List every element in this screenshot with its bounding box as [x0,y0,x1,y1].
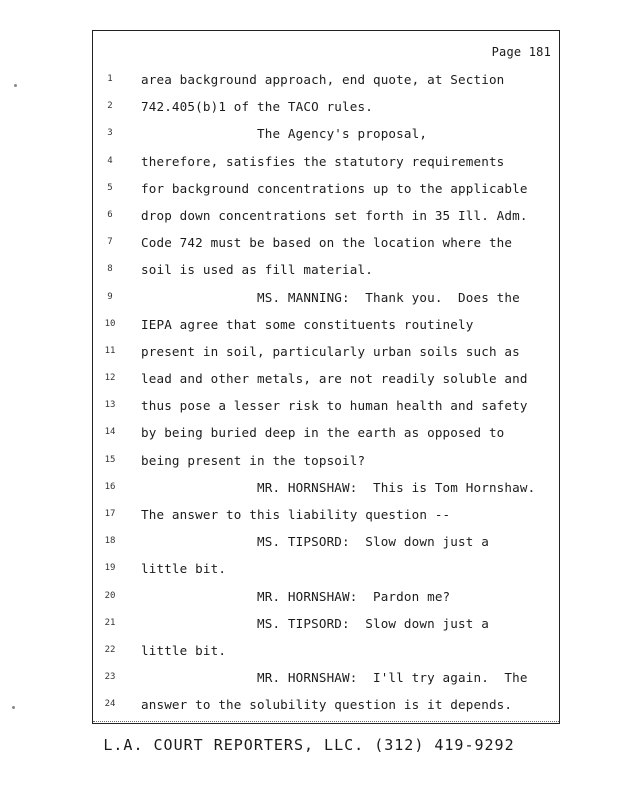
line-text: therefore, satisfies the statutory requirements [141,153,505,169]
line-text: drop down concentrations set forth in 35 Ill. Adm. [141,207,528,223]
line-text: MR. HORNSHAW: I'll try again. The [141,670,528,686]
line-number: 24 [104,699,116,710]
line-number: 15 [104,454,116,465]
transcript-page [92,30,560,724]
line-text: 742.405(b)1 of the TACO rules. [141,99,373,115]
transcript-line [93,93,559,120]
transcript-lines [93,66,559,719]
line-text: lead and other metals, are not readily soluble and [141,371,528,387]
line-number: 1 [107,74,113,84]
transcript-line [93,175,559,202]
transcript-line [93,311,559,338]
scan-speck [14,84,17,87]
transcript-line [93,474,559,501]
line-number: 7 [107,237,113,248]
line-text: MR. HORNSHAW: Pardon me? [141,588,451,604]
transcript-line [93,148,559,175]
transcript-line [93,583,559,610]
line-number: 8 [107,264,113,275]
line-number: 6 [107,209,113,220]
line-text: present in soil, particularly urban soils such as [141,343,520,359]
transcript-line [93,637,559,664]
transcript-line [93,610,559,637]
page-number: Page 181 [491,45,551,59]
line-text: little bit. [141,642,227,658]
line-number: 23 [104,672,116,683]
transcript-line [93,419,559,446]
line-number: 4 [107,155,113,166]
transcript-line [93,528,559,555]
line-number: 12 [104,373,116,384]
line-number: 18 [104,536,116,547]
line-number: 16 [104,481,116,492]
transcript-line [93,664,559,691]
transcript-line [93,284,559,311]
transcript-line [93,392,559,419]
line-text: answer to the solubility question is it depends. [141,697,513,713]
transcript-line [93,365,559,392]
page-bottom-rule [93,721,559,722]
line-text: IEPA agree that some constituents routinely [141,316,474,332]
transcript-line [93,338,559,365]
transcript-line [93,202,559,229]
line-number: 10 [104,318,116,329]
line-number: 14 [104,427,116,438]
transcript-line [93,555,559,582]
transcript-line [93,501,559,528]
line-text: little bit. [141,561,227,577]
line-text: for background concentrations up to the applicable [141,180,528,196]
line-text: area background approach, end quote, at Section [141,72,505,87]
line-text: MS. TIPSORD: Slow down just a [141,615,489,631]
line-text: soil is used as fill material. [141,262,373,278]
line-number: 9 [107,291,113,302]
line-text: The answer to this liability question -- [141,507,451,522]
line-number: 13 [104,400,116,411]
transcript-line [93,447,559,474]
line-text: MS. TIPSORD: Slow down just a [141,534,489,550]
transcript-line [93,120,559,147]
line-text: MR. HORNSHAW: This is Tom Hornshaw. [141,479,536,495]
line-text: being present in the topsoil? [141,452,366,468]
line-text: by being buried deep in the earth as opposed to [141,425,505,441]
line-number: 19 [104,563,116,574]
court-reporter-footer: L.A. COURT REPORTERS, LLC. (312) 419-9292 [103,736,515,754]
line-number: 3 [107,128,113,139]
line-number: 17 [104,509,116,519]
line-text: Code 742 must be based on the location where the [141,235,513,251]
transcript-line [93,66,559,93]
line-number: 22 [104,644,116,655]
line-number: 2 [107,101,113,112]
transcript-line [93,229,559,256]
scan-speck [12,706,15,709]
transcript-line [93,256,559,283]
line-text: MS. MANNING: Thank you. Does the [141,289,520,305]
line-number: 5 [107,182,113,193]
line-number: 21 [104,617,116,628]
transcript-line [93,691,559,718]
line-number: 11 [104,345,116,356]
line-number: 20 [104,590,116,601]
line-text: thus pose a lesser risk to human health and safety [141,398,528,414]
line-text: The Agency's proposal, [141,126,428,142]
